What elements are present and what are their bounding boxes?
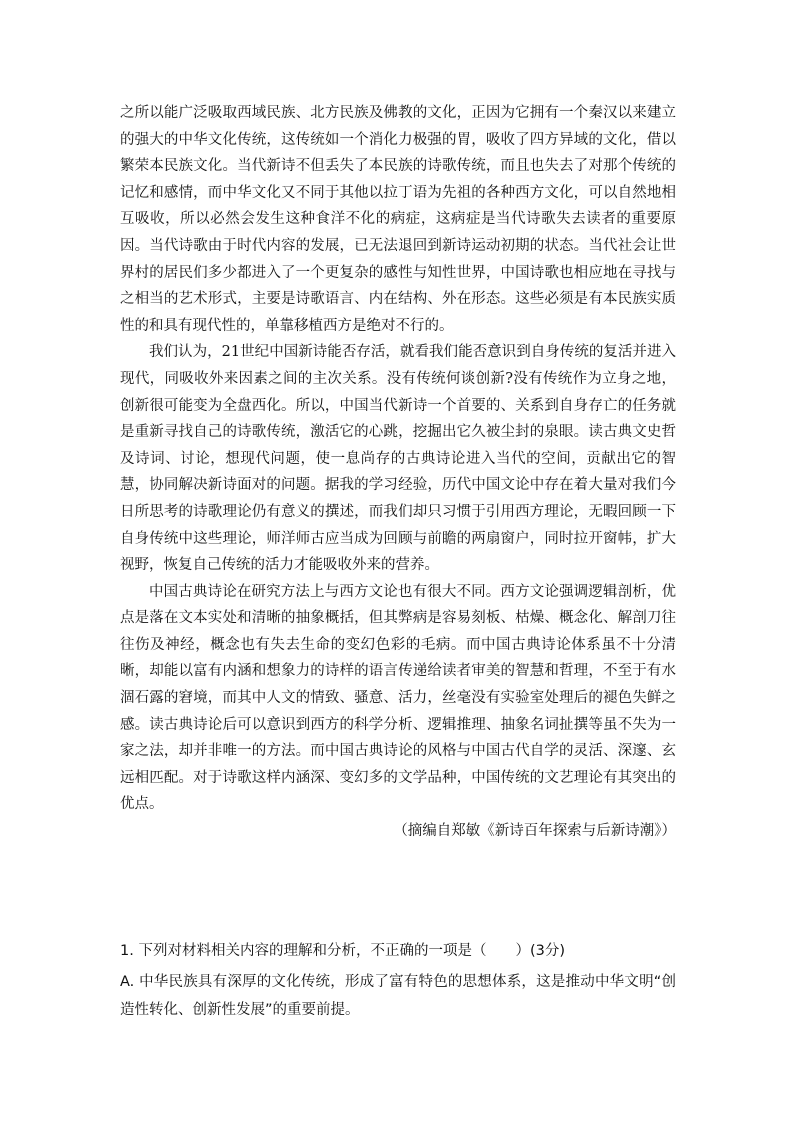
question-1: [120, 938, 676, 1024]
passage-paragraph-3: 中国古典诗论在研究方法上与西方文论也有很大不同。西方文论强调逻辑剖析，优点是落在文本实处和清晰的抽象概括，但其弊病是容易刻板、枯燥、概念化、解剖刀往往伤及神经，概念也有失去生命的变幻色彩的毛病。而中国古典诗论体系虽不十分清晰，却能以富有内涵和想象力的诗样的语言传递给读者审美的智慧和哲理，不至于有水涸石露的窘境，而其中人文的情致、骚意、活力，丝毫没有实验室处理后的褪色失鲜之感。读古典诗论后可以意识到西方的科学分析、逻辑推理、抽象名词扯撰等虽不失为一家之法，却并非唯一的方法。而中国古典诗论的风格与中国古代自学的灵活、深邃、玄远相匹配。对于诗歌这样内涵深、变幻多的文学品种，中国传统的文艺理论有其突出的优点。: [120, 583, 676, 813]
question-stem: 1. 下列对材料相关内容的理解和分析，不正确的一项是（ ）(3分): [120, 943, 565, 959]
passage: [120, 100, 676, 845]
passage-source-citation: （摘编自郑敏《新诗百年探索与后新诗潮》）: [393, 823, 676, 840]
passage-paragraph-1: 之所以能广泛吸取西域民族、北方民族及佛教的文化，正因为它拥有一个秦汉以来建立的强大的中华文化传统，这传统如一个消化力极强的胃，吸收了四方异域的文化，借以繁荣本民族文化。当代新诗不但丢失了本民族的诗歌传统，而且也失去了对那个传统的记忆和感情，而中华文化又不同于其他以拉丁语为先祖的各种西方文化，可以自然地相互吸收，所以必然会发生这种食洋不化的病症，这病症是当代诗歌失去读者的重要原因。当代诗歌由于时代内容的发展，已无法退回到新诗运动初期的状态。当代社会让世界村的居民们多少都进入了一个更复杂的感性与知性世界，中国诗歌也相应地在寻找与之相当的艺术形式，主要是诗歌语言、内在结构、外在形态。这些必须是有本民族实质性的和具有现代性的，单靠移植西方是绝对不行的。: [120, 105, 676, 334]
passage-paragraph-2: 我们认为，21世纪中国新诗能否存活，就看我们能否意识到自身传统的复活并进入现代，同吸收外来因素之间的主次关系。没有传统何谈创新?没有传统作为立身之地，创新很可能变为全盘西化。所以，中国当代新诗一个首要的、关系到自身存亡的任务就是重新寻找自己的诗歌传统，激活它的心跳，挖掘出它久被尘封的泉眼。读古典文史哲及诗词、讨论，想现代问题，使一息尚存的古典诗论进入当代的空间，贡献出它的智慧，协同解决新诗面对的问题。据我的学习经验，历代中国文论中存在着大量对我们今日所思考的诗歌理论仍有意义的撰述，而我们却只习惯于引用西方理论，无暇回顾一下自身传统中这些理论，师洋师古应当成为回顾与前瞻的两扇窗户，同时拉开窗帏，扩大视野，恢复自己传统的活力才能吸收外来的营养。: [120, 344, 676, 574]
question-option-a: A. 中华民族具有深厚的文化传统，形成了富有特色的思想体系，这是推动中华文明“创造性转化、创新性发展”的重要前提。: [120, 974, 676, 1018]
